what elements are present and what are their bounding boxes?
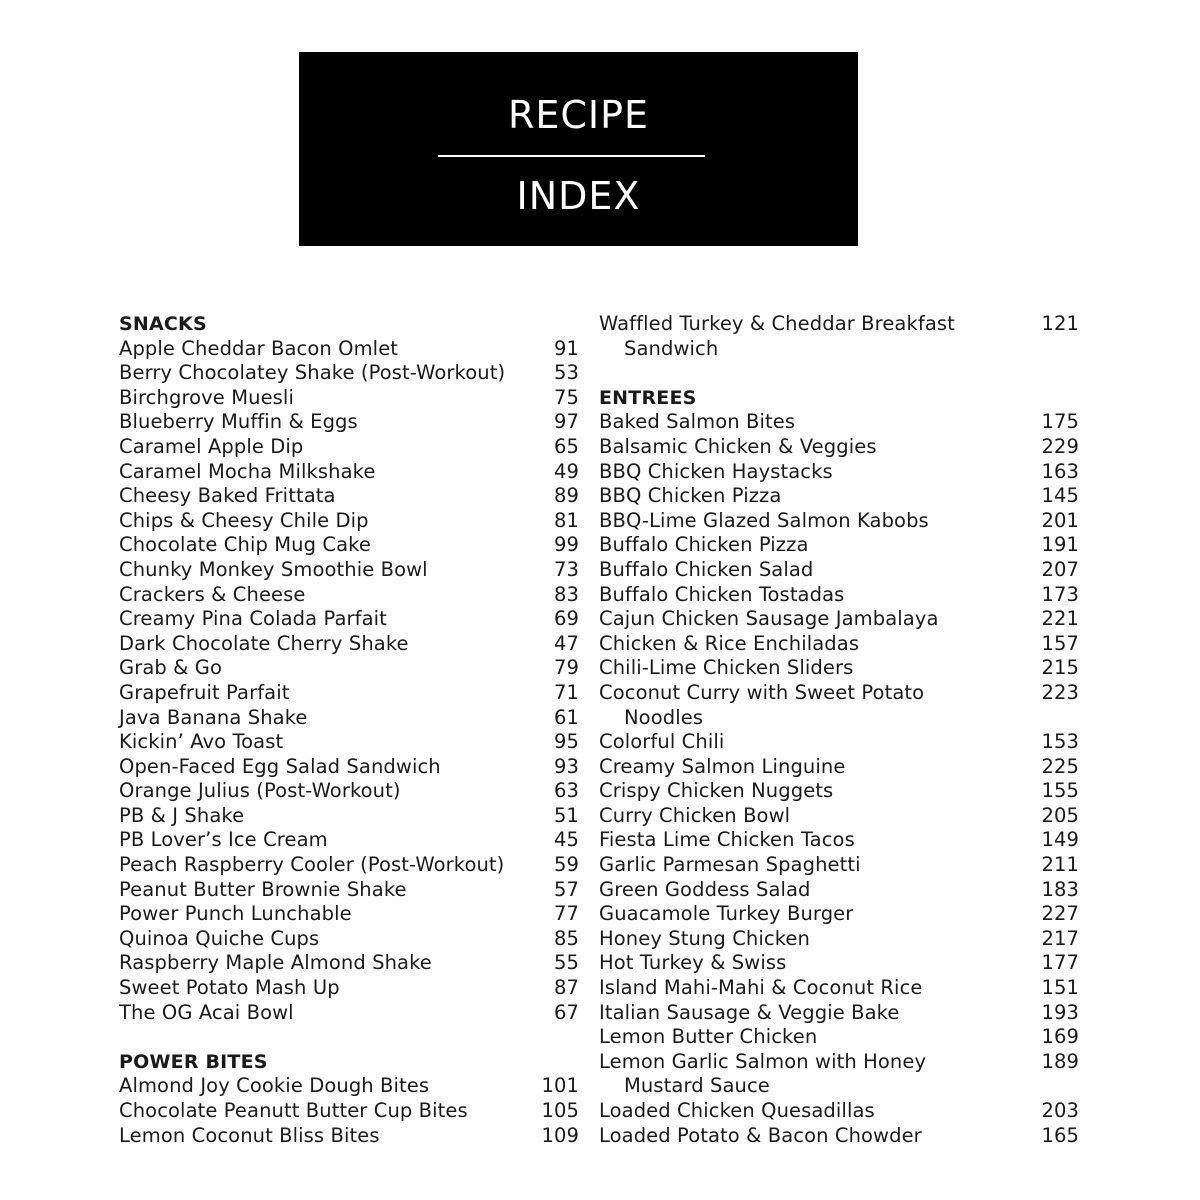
page-number: 63 bbox=[553, 779, 579, 803]
index-entry bbox=[599, 1124, 1079, 1149]
index-entry bbox=[599, 804, 1079, 829]
recipe-name: Balsamic Chicken & Veggies bbox=[599, 434, 877, 458]
page-number: 71 bbox=[553, 680, 579, 704]
index-entry bbox=[599, 730, 1079, 755]
index-entry bbox=[119, 779, 579, 804]
index-entry bbox=[119, 337, 579, 362]
index-entry bbox=[599, 435, 1079, 460]
index-entry bbox=[599, 779, 1079, 804]
page-number: 205 bbox=[1041, 803, 1079, 827]
page-number: 183 bbox=[1041, 877, 1079, 901]
recipe-name: Caramel Mocha Milkshake bbox=[119, 459, 376, 483]
page-number: 81 bbox=[553, 508, 579, 532]
recipe-name: Chips & Cheesy Chile Dip bbox=[119, 508, 369, 532]
index-entry bbox=[119, 533, 579, 558]
index-entry bbox=[599, 902, 1079, 927]
page-number: 69 bbox=[553, 607, 579, 631]
index-entry bbox=[599, 558, 1079, 583]
page-number: 73 bbox=[553, 557, 579, 581]
recipe-name: Buffalo Chicken Salad bbox=[599, 557, 814, 581]
recipe-name: Lemon Coconut Bliss Bites bbox=[119, 1123, 380, 1147]
recipe-name: The OG Acai Bowl bbox=[119, 1000, 294, 1024]
recipe-name: Coconut Curry with Sweet Potato bbox=[599, 680, 925, 704]
title-index: INDEX bbox=[516, 174, 641, 218]
page-number: 79 bbox=[553, 656, 579, 680]
page-number: 155 bbox=[1041, 779, 1079, 803]
recipe-name: Orange Julius (Post-Workout) bbox=[119, 779, 401, 803]
page-number: 221 bbox=[1041, 607, 1079, 631]
section-heading-snacks: SNACKS bbox=[119, 313, 207, 335]
recipe-name: Birchgrove Muesli bbox=[119, 385, 294, 409]
index-entry bbox=[119, 484, 579, 509]
index-entry bbox=[119, 828, 579, 853]
recipe-name: Power Punch Lunchable bbox=[119, 902, 352, 926]
section-gap bbox=[599, 361, 1079, 386]
page-number: 51 bbox=[553, 803, 579, 827]
index-entry bbox=[119, 804, 579, 829]
index-entry bbox=[119, 853, 579, 878]
index-entry bbox=[119, 509, 579, 534]
recipe-name: Waffled Turkey & Cheddar Breakfast bbox=[599, 312, 955, 335]
breakfast-overflow-list bbox=[599, 312, 1079, 361]
page-number: 57 bbox=[553, 877, 579, 901]
recipe-name: Apple Cheddar Bacon Omlet bbox=[119, 336, 399, 360]
page-number: 145 bbox=[1041, 484, 1079, 508]
index-entry bbox=[599, 1001, 1079, 1026]
recipe-name: PB & J Shake bbox=[119, 803, 245, 827]
index-entry bbox=[599, 607, 1079, 632]
recipe-name: Creamy Pina Colada Parfait bbox=[119, 607, 387, 631]
title-recipe: RECIPE bbox=[507, 93, 650, 137]
page-number: 223 bbox=[1041, 680, 1079, 704]
recipe-name: Chicken & Rice Enchiladas bbox=[599, 631, 860, 655]
index-entry bbox=[119, 1001, 579, 1026]
page-number: 97 bbox=[553, 410, 579, 434]
page-number: 227 bbox=[1041, 902, 1079, 926]
section-gap bbox=[119, 1025, 579, 1050]
title-divider bbox=[438, 155, 705, 157]
index-entry bbox=[119, 607, 579, 632]
index-entry bbox=[599, 460, 1079, 485]
index-entry bbox=[119, 1124, 579, 1149]
index-entry bbox=[599, 632, 1079, 657]
recipe-name: Lemon Garlic Salmon with Honey bbox=[599, 1049, 927, 1073]
recipe-name: Buffalo Chicken Pizza bbox=[599, 533, 809, 557]
page-number: 47 bbox=[553, 631, 579, 655]
page-number: 87 bbox=[553, 976, 579, 1000]
page-number: 99 bbox=[553, 533, 579, 557]
index-entry bbox=[599, 755, 1079, 780]
page-number: 75 bbox=[553, 385, 579, 409]
recipe-name: Peach Raspberry Cooler (Post-Workout) bbox=[119, 853, 505, 877]
recipe-name: Guacamole Turkey Burger bbox=[599, 902, 854, 926]
index-entry bbox=[599, 1025, 1079, 1050]
index-entry bbox=[119, 755, 579, 780]
recipe-name: PB Lover’s Ice Cream bbox=[119, 828, 328, 852]
page-number: 53 bbox=[553, 361, 579, 385]
index-entry bbox=[119, 583, 579, 608]
recipe-name: Grapefruit Parfait bbox=[119, 680, 290, 704]
page-number: 77 bbox=[553, 902, 579, 926]
recipe-name: Blueberry Muffin & Eggs bbox=[119, 410, 358, 434]
page-number: 101 bbox=[541, 1074, 579, 1098]
index-entry bbox=[119, 681, 579, 706]
index-entry bbox=[119, 951, 579, 976]
page-number: 93 bbox=[553, 754, 579, 778]
recipe-name: Crackers & Cheese bbox=[119, 582, 306, 606]
index-entry bbox=[599, 656, 1079, 681]
recipe-name: Caramel Apple Dip bbox=[119, 434, 304, 458]
recipe-name: Hot Turkey & Swiss bbox=[599, 951, 787, 975]
page-number: 203 bbox=[1041, 1099, 1079, 1122]
recipe-name: Lemon Butter Chicken bbox=[599, 1025, 818, 1049]
index-entry bbox=[119, 902, 579, 927]
recipe-name: Creamy Salmon Linguine bbox=[599, 754, 846, 778]
page-number: 225 bbox=[1041, 754, 1079, 778]
page-number: 59 bbox=[553, 853, 579, 877]
page-number: 45 bbox=[553, 828, 579, 852]
recipe-name: Garlic Parmesan Spaghetti bbox=[599, 853, 861, 877]
recipe-name: Loaded Chicken Quesadillas bbox=[599, 1099, 875, 1122]
page-number: 91 bbox=[553, 336, 579, 360]
recipe-name: Buffalo Chicken Tostadas bbox=[599, 582, 845, 606]
recipe-name: Island Mahi-Mahi & Coconut Rice bbox=[599, 976, 923, 1000]
index-entry bbox=[599, 1099, 1079, 1124]
index-entry bbox=[119, 976, 579, 1001]
page-number: 201 bbox=[1041, 508, 1079, 532]
page-number: 173 bbox=[1041, 582, 1079, 606]
recipe-name-continuation: Mustard Sauce bbox=[624, 1074, 770, 1098]
index-entry bbox=[119, 460, 579, 485]
recipe-name: Italian Sausage & Veggie Bake bbox=[599, 1000, 900, 1024]
page-number: 67 bbox=[553, 1000, 579, 1024]
page-number: 109 bbox=[541, 1123, 579, 1147]
index-entry bbox=[119, 558, 579, 583]
recipe-name: Almond Joy Cookie Dough Bites bbox=[119, 1074, 430, 1098]
recipe-name: Raspberry Maple Almond Shake bbox=[119, 951, 432, 975]
page-number: 149 bbox=[1041, 828, 1079, 852]
recipe-name: Grab & Go bbox=[119, 656, 222, 680]
page-number: 163 bbox=[1041, 459, 1079, 483]
recipe-name: Dark Chocolate Cherry Shake bbox=[119, 631, 409, 655]
page-number: 165 bbox=[1041, 1123, 1079, 1147]
recipe-name: Honey Stung Chicken bbox=[599, 926, 810, 950]
index-entry bbox=[119, 386, 579, 411]
page-number: 151 bbox=[1041, 976, 1079, 1000]
page-number: 177 bbox=[1041, 951, 1079, 975]
index-entry bbox=[599, 927, 1079, 952]
page-number: 189 bbox=[1041, 1049, 1079, 1073]
index-entry bbox=[599, 410, 1079, 435]
recipe-name: Loaded Potato & Bacon Chowder bbox=[599, 1123, 922, 1147]
recipe-name: BBQ-Lime Glazed Salmon Kabobs bbox=[599, 508, 929, 532]
page-number: 95 bbox=[553, 730, 579, 754]
page-number: 55 bbox=[553, 951, 579, 975]
index-entry bbox=[599, 1050, 1079, 1099]
recipe-name: Chunky Monkey Smoothie Bowl bbox=[119, 557, 428, 581]
page-number: 229 bbox=[1041, 434, 1079, 458]
index-entry bbox=[599, 828, 1079, 853]
page-number: 49 bbox=[553, 459, 579, 483]
page-number: 121 bbox=[1041, 312, 1079, 335]
recipe-name: BBQ Chicken Pizza bbox=[599, 484, 782, 508]
page-number: 65 bbox=[553, 434, 579, 458]
section-heading-entrees: ENTREES bbox=[599, 386, 697, 409]
recipe-name: Cajun Chicken Sausage Jambalaya bbox=[599, 607, 939, 631]
recipe-name: Fiesta Lime Chicken Tacos bbox=[599, 828, 855, 852]
page-number: 169 bbox=[1041, 1025, 1079, 1049]
recipe-name: Chili-Lime Chicken Sliders bbox=[599, 656, 854, 680]
left-column bbox=[119, 312, 579, 1148]
index-entry bbox=[599, 533, 1079, 558]
index-entry bbox=[119, 878, 579, 903]
recipe-name: Chocolate Peanutt Butter Cup Bites bbox=[119, 1099, 468, 1122]
page-number: 157 bbox=[1041, 631, 1079, 655]
index-entry bbox=[119, 927, 579, 952]
page-number: 211 bbox=[1041, 853, 1079, 877]
page-number: 215 bbox=[1041, 656, 1079, 680]
index-entry bbox=[119, 706, 579, 731]
recipe-name: Peanut Butter Brownie Shake bbox=[119, 877, 407, 901]
recipe-name: BBQ Chicken Haystacks bbox=[599, 459, 833, 483]
recipe-name: Curry Chicken Bowl bbox=[599, 803, 791, 827]
page-number: 85 bbox=[553, 926, 579, 950]
power-bites-list bbox=[119, 1074, 579, 1148]
index-entry bbox=[599, 681, 1079, 730]
page-number: 217 bbox=[1041, 926, 1079, 950]
index-entry bbox=[119, 1099, 579, 1124]
recipe-name-continuation: Sandwich bbox=[624, 336, 719, 360]
recipe-name: Baked Salmon Bites bbox=[599, 410, 796, 434]
entrees-list bbox=[599, 410, 1079, 1148]
index-entry bbox=[599, 509, 1079, 534]
index-entry bbox=[119, 410, 579, 435]
recipe-name: Chocolate Chip Mug Cake bbox=[119, 533, 371, 557]
recipe-name: Quinoa Quiche Cups bbox=[119, 926, 320, 950]
page-number: 89 bbox=[553, 484, 579, 508]
index-entry bbox=[599, 976, 1079, 1001]
recipe-name: Sweet Potato Mash Up bbox=[119, 976, 340, 1000]
page-number: 175 bbox=[1041, 410, 1079, 434]
index-entry bbox=[119, 435, 579, 460]
index-entry bbox=[599, 484, 1079, 509]
recipe-name: Java Banana Shake bbox=[119, 705, 308, 729]
snacks-list bbox=[119, 337, 579, 1026]
index-entry bbox=[119, 730, 579, 755]
page-number: 61 bbox=[553, 705, 579, 729]
right-column bbox=[599, 312, 1079, 1148]
page-number: 153 bbox=[1041, 730, 1079, 754]
recipe-name: Green Goddess Salad bbox=[599, 877, 811, 901]
page-number: 193 bbox=[1041, 1000, 1079, 1024]
recipe-name-continuation: Noodles bbox=[624, 705, 704, 729]
page-number: 105 bbox=[541, 1099, 579, 1122]
index-entry bbox=[599, 951, 1079, 976]
recipe-name: Open-Faced Egg Salad Sandwich bbox=[119, 754, 441, 778]
index-entry bbox=[599, 853, 1079, 878]
index-entry bbox=[119, 632, 579, 657]
index-entry bbox=[599, 583, 1079, 608]
section-heading-power-bites: POWER BITES bbox=[119, 1050, 268, 1073]
title-banner bbox=[299, 52, 858, 246]
index-entry bbox=[599, 878, 1079, 903]
recipe-name: Kickin’ Avo Toast bbox=[119, 730, 284, 754]
index-entry bbox=[599, 312, 1079, 361]
page-number: 191 bbox=[1041, 533, 1079, 557]
index-entry bbox=[119, 1074, 579, 1099]
recipe-name: Berry Chocolatey Shake (Post-Workout) bbox=[119, 361, 506, 385]
page-number: 207 bbox=[1041, 557, 1079, 581]
recipe-name: Colorful Chili bbox=[599, 730, 725, 754]
index-entry bbox=[119, 656, 579, 681]
page-number: 83 bbox=[553, 582, 579, 606]
index-entry bbox=[119, 361, 579, 386]
recipe-name: Cheesy Baked Frittata bbox=[119, 484, 336, 508]
recipe-name: Crispy Chicken Nuggets bbox=[599, 779, 834, 803]
